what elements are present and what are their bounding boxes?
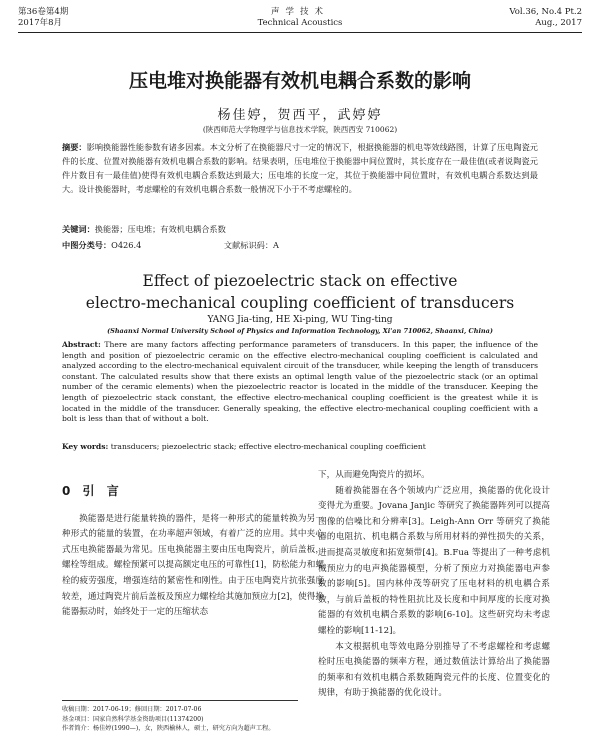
- chinese-abstract-text: 影响换能器性能参数有诸多因素。本文分析了在换能器尺寸一定的情况下，根据换能器的机电等效线路图，计算了压电陶瓷元件的长度、位置对换能器有效机电耦合系数的影响。结果表明，压电堆位于换能器中间位置时，其长度存在一最佳值(或者说陶瓷元件片数目有一最佳值)使得有效机电耦合系数达到最大；压电堆的长度一定，其位于换能器中间位置时，有效机电耦合系数达到最大。设计换能器时，考虑螺栓的有效机电耦合系数一般情况下小于不考虑螺栓的。: [62, 142, 538, 194]
- english-keywords: [62, 442, 538, 451]
- header-journal-cn: 声学技术: [270, 7, 329, 17]
- english-abstract-text: There are many factors affecting performance parameters of transducers. In this paper, the influence of the length and position of piezoelectric ceramic on the effective electro-mechanical coupling coefficient is calculated and analyzed according to the electro-mechanical equivalent circuit of the transducer, while keeping the length of transducers constant. The calculated results show that there exists an optimal length value of the piezoelectric stack (or an optimal number of the ceramic elements) when the piezoelectric reactor is located in the middle of the transducer. Keeping the length of piezoelectric stack constant, the effective electro-mechanical coupling coefficient is the greatest while it is located in the middle of the transducer. Generally speaking, the effective electro-mechanical coupling coefficient with a bolt is less than that of without a bolt.: [62, 340, 538, 424]
- english-keywords-text: transducers; piezoelectric stack; effective electro-mechanical coupling coefficient: [110, 442, 426, 451]
- header-date-en: Aug., 2017: [535, 18, 582, 28]
- running-header: [18, 4, 582, 33]
- document-code: [224, 240, 279, 250]
- english-abstract-label: Abstract:: [62, 340, 101, 349]
- intro-paragraph-1: 换能器是进行能量转换的器件，是将一种形式的能量转换为另一种形式的能量的装置，在功率超声领域，有着广泛的应用。其中夹心式压电换能器最为常见。压电换能器主要由压电陶瓷片，前后盖板，螺栓等组成。螺栓预紧可以提高额定电压的可靠性[1]，防松能力和螺栓的疲劳强度，增强连结的紧密性和刚性。由于压电陶瓷片抗张强度较差，通过陶瓷片前后盖板及预应力螺栓给其施加预应力[2]，使得换能器振动时，始终处于一定的压缩状态: [62, 513, 324, 618]
- header-volume-issue: 第36卷第4期: [18, 7, 69, 17]
- footnote-received: 收稿日期：2017-06-19；修回日期：2017-07-06: [62, 706, 202, 713]
- document-code-value: A: [273, 240, 279, 250]
- footnotes: [62, 700, 298, 734]
- chinese-authors: 杨佳婷，贺西平，武婷婷: [217, 108, 383, 123]
- classification-row: [62, 240, 279, 251]
- header-journal: [18, 7, 582, 29]
- english-title-line2: electro-mechanical coupling coefficient of transducers: [85, 294, 515, 312]
- english-abstract: [62, 340, 538, 425]
- body-left-column: [62, 476, 324, 621]
- english-title: [0, 270, 600, 314]
- chinese-keywords-label: 关键词：: [62, 224, 95, 234]
- english-affiliation: (Shaanxi Normal University School of Physics and Information Technology, Xi'an 710062, Shaanxi, China): [107, 327, 493, 335]
- footnote-author: 作者简介：杨佳婷(1990—)，女，陕西榆林人，硕士，研究方向为超声工程。: [62, 725, 275, 732]
- chinese-abstract-label: 摘要：: [62, 142, 87, 152]
- chinese-affiliation: (陕西师范大学物理学与信息技术学院，陕西西安 710062): [202, 125, 398, 134]
- header-volume-issue-en: Vol.36, No.4 Pt.2: [509, 7, 582, 17]
- header-journal-en: Technical Acoustics: [257, 18, 343, 28]
- intro-paragraph-3: 本文根据机电等效电路分别推导了不考虑螺栓和考虑螺栓时压电换能器的频率方程，通过数值法计算给出了换能器的频率和有效机电耦合系数随陶瓷元件的长度、位置变化的规律，有助于换能器的优化设计。: [318, 641, 550, 699]
- document-code-label: 文献标识码：: [223, 240, 274, 250]
- header-date: 2017年8月: [18, 18, 63, 28]
- body-right-column: [318, 468, 550, 702]
- chinese-keywords-text: 换能器；压电堆；有效机电耦合系数: [94, 224, 226, 234]
- intro-paragraph-continued: 下，从而避免陶瓷片的损坏。: [318, 470, 430, 480]
- chinese-abstract: [62, 140, 538, 196]
- english-keywords-label: Key words:: [62, 442, 109, 451]
- section-heading-introduction: 0 引 言: [62, 484, 123, 498]
- intro-paragraph-2: 随着换能器在各个领域内广泛应用，换能器的优化设计变得尤为重要。Jovana Janjic 等研究了换能器阵列可以提高图像的信噪比和分辨率[3]。Leigh-Ann Orr 等研究了换能器的电阻抗、机电耦合系数与所用材料的弹性损失的关系，进而提高灵敏度和拓宽频带[4]。B.Fua 等提出了一种考虑机械预应力的电声换能器模型，分析了预应力对换能器电声参数的影响[5]。国内林仲茂等研究了压电材料的机电耦合系数，与前后盖板的特性阻抗比及长度和中间厚度的长度对换能器的有效机电耦合系数的影响[6-10]。这些研究均未考虑螺栓的影响[11-12]。: [318, 485, 550, 636]
- english-authors: YANG Jia-ting, HE Xi-ping, WU Ting-ting: [207, 315, 393, 325]
- english-title-line1: Effect of piezoelectric stack on effective: [142, 272, 458, 290]
- chinese-keywords: [62, 224, 538, 235]
- footnote-fund: 基金项目：国家自然科学基金资助项目(11374200): [62, 715, 204, 723]
- class-number-label: 中图分类号：: [62, 240, 112, 250]
- chinese-title: 压电堆对换能器有效机电耦合系数的影响: [128, 70, 471, 92]
- header-volume-en: [509, 7, 582, 29]
- class-number: O426.4: [111, 240, 142, 250]
